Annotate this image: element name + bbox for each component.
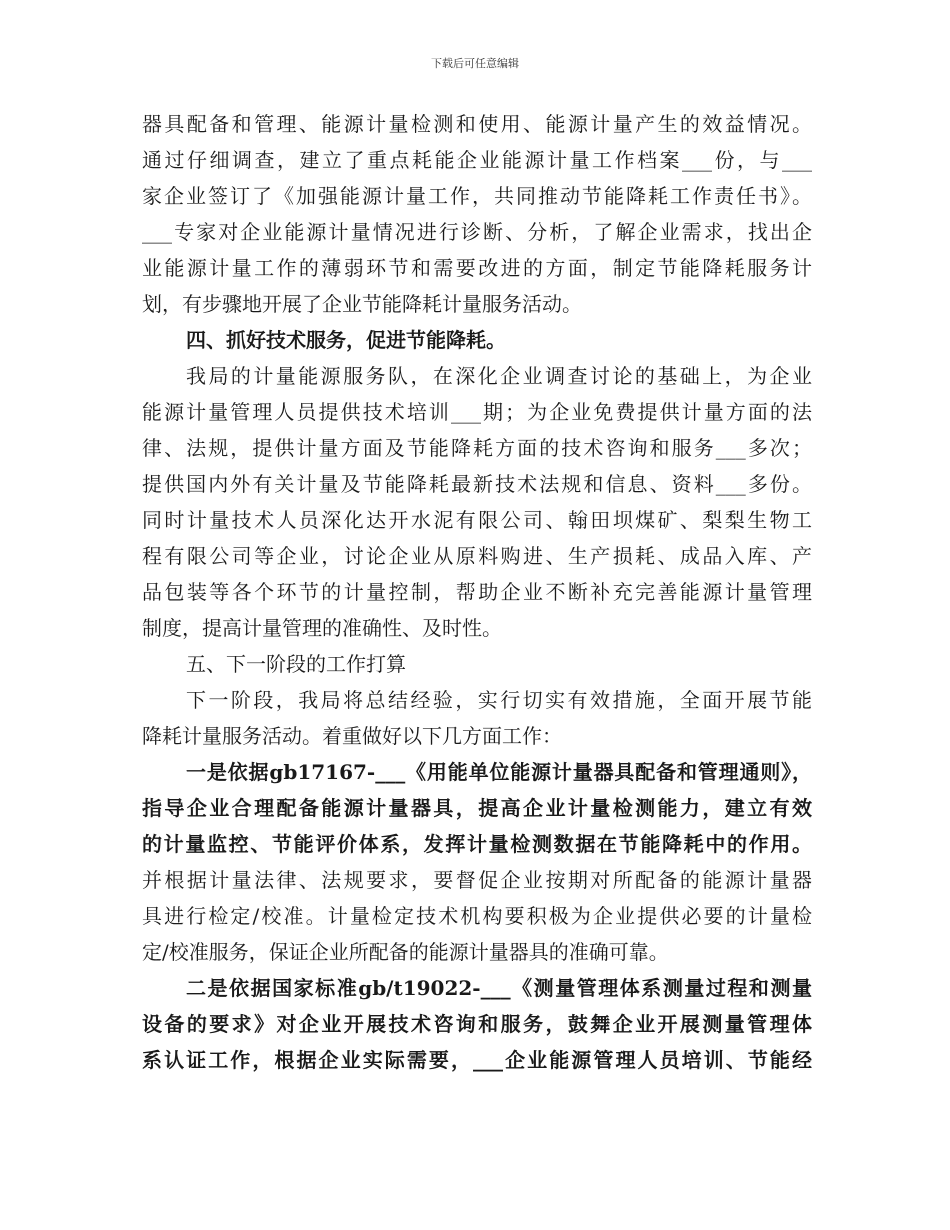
text-line: 定/校准服务，保证企业所配备的能源计量器具的准确可靠。 [142, 940, 669, 964]
paragraph-2 [142, 358, 812, 646]
text-line: 家企业签订了《加强能源计量工作，共同推动节能降耗工作责任书》。 [142, 184, 812, 208]
text-line: 并根据计量法律、法规要求，要督促企业按期对所配备的能源计量器 [142, 868, 812, 892]
text-line: 律、法规，提供计量方面及节能降耗方面的技术咨询和服务___多次； [142, 436, 812, 460]
document-body [142, 106, 812, 1078]
text-line: 能源计量管理人员提供技术培训___期；为企业免费提供计量方面的法 [142, 400, 812, 424]
paragraph-1 [142, 106, 812, 322]
paragraph-4-bold [142, 754, 812, 862]
paragraph-5 [142, 862, 812, 970]
section-heading-4 [142, 322, 812, 358]
text-line: 的计量监控、节能评价体系，发挥计量检测数据在节能降耗中的作用。 [142, 832, 812, 856]
text-line: 品包装等各个环节的计量控制，帮助企业不断补充完善能源计量管理 [142, 580, 812, 604]
text-line: 具进行检定/校准。计量检定技术机构要积极为企业提供必要的计量检 [142, 904, 812, 928]
section-heading-5 [142, 646, 812, 682]
text-line: 设备的要求》对企业开展技术咨询和服务，鼓舞企业开展测量管理体 [142, 1012, 812, 1036]
page-header: 下载后可任意编辑 [431, 57, 519, 70]
heading-text: 五、下一阶段的工作打算 [186, 652, 406, 676]
text-line: 系认证工作，根据企业实际需要，___企业能源管理人员培训、节能经 [142, 1048, 812, 1072]
text-line: 通过仔细调查，建立了重点耗能企业能源计量工作档案___份，与___ [142, 148, 812, 172]
text-line: 指导企业合理配备能源计量器具，提高企业计量检测能力，建立有效 [142, 796, 812, 820]
text-line: 同时计量技术人员深化达开水泥有限公司、翰田坝煤矿、梨梨生物工 [142, 508, 812, 532]
paragraph-3 [142, 682, 812, 754]
text-line: 降耗计量服务活动。着重做好以下几方面工作： [142, 724, 562, 748]
text-line: 我局的计量能源服务队，在深化企业调查讨论的基础上，为企业 [186, 364, 812, 388]
text-line: 二是依据国家标准gb/t19022-___《测量管理体系测量过程和测量 [186, 976, 812, 1000]
paragraph-6-bold [142, 970, 812, 1078]
text-line: 制度，提高计量管理的准确性、及时性。 [142, 616, 502, 640]
text-line: 提供国内外有关计量及节能降耗最新技术法规和信息、资料___多份。 [142, 472, 812, 496]
text-line: ___专家对企业能源计量情况进行诊断、分析，了解企业需求，找出企 [142, 220, 812, 244]
text-line: 业能源计量工作的薄弱环节和需要改进的方面，制定节能降耗服务计 [142, 256, 812, 280]
heading-text: 四、抓好技术服务，促进节能降耗。 [186, 328, 506, 352]
text-line: 程有限公司等企业，讨论企业从原料购进、生产损耗、成品入库、产 [142, 544, 812, 568]
text-line: 器具配备和管理、能源计量检测和使用、能源计量产生的效益情况。 [142, 112, 812, 136]
text-line: 划，有步骤地开展了企业节能降耗计量服务活动。 [142, 292, 582, 316]
text-line: 下一阶段，我局将总结经验，实行切实有效措施，全面开展节能 [186, 688, 812, 712]
text-line: 一是依据gb17167-___《用能单位能源计量器具配备和管理通则》， [186, 760, 812, 784]
